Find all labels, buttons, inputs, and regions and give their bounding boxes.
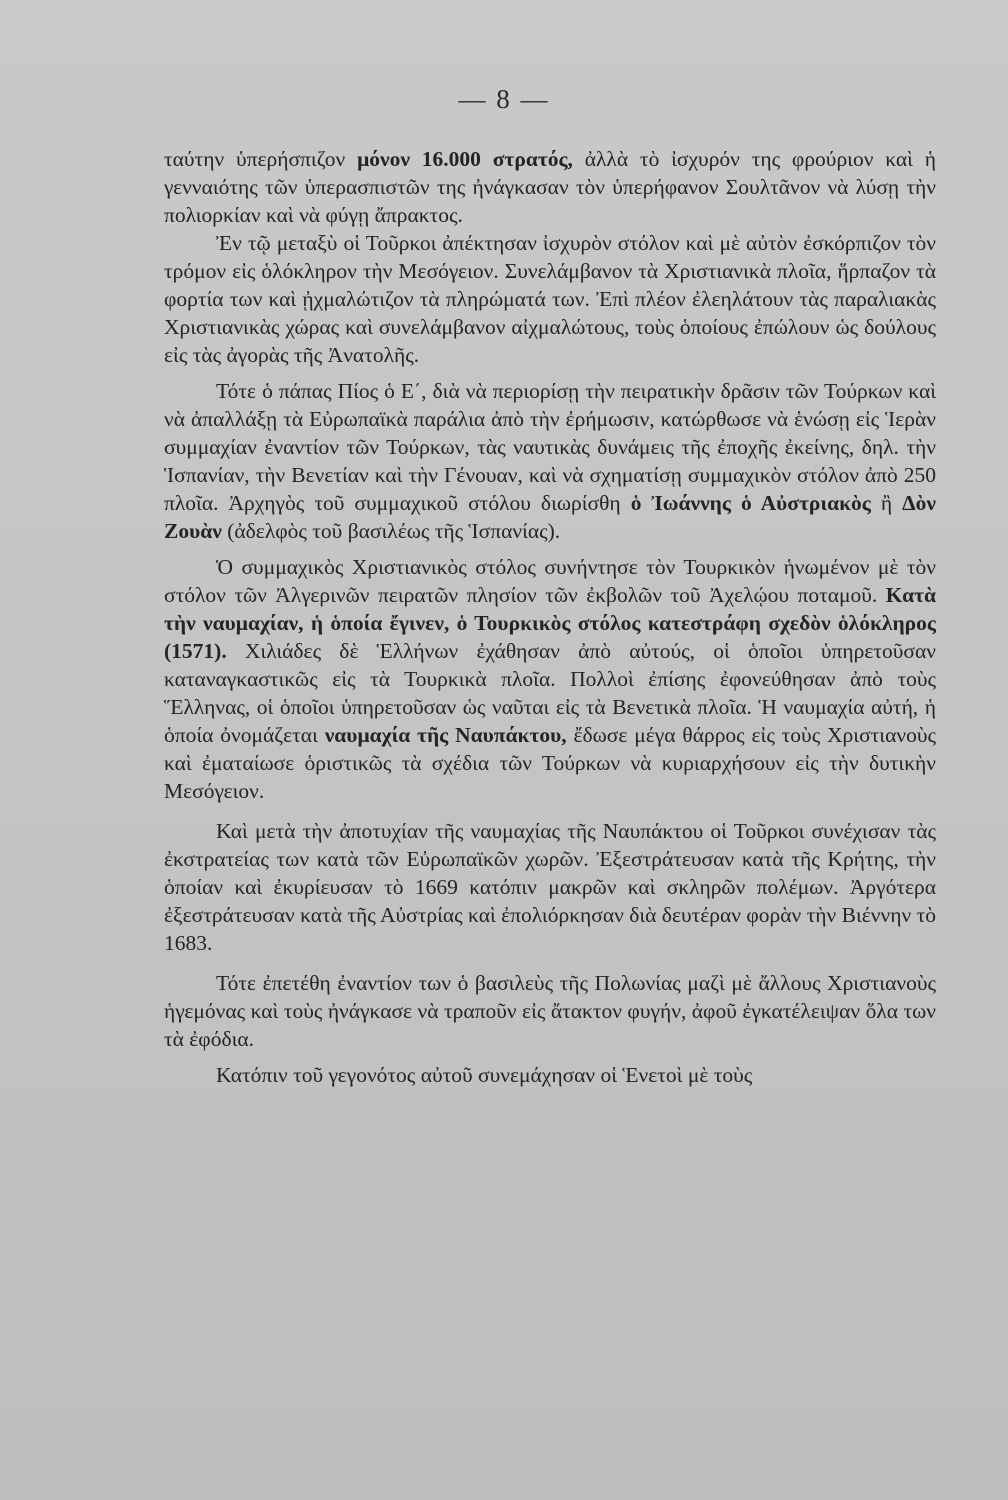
paragraph-4: [164, 553, 936, 805]
text-run: Χιλιάδες δὲ Ἑλλήνων ἐχάθησαν ἀπὸ αὐτούς, οἱ ὁποῖοι ὑπηρετοῦσαν καταναγκαστικῶς εἰς τὰ Τουρκικὰ πλοῖα. Πολλοὶ ἐπίσης ἐφονεύθησαν ἀπὸ τοὺς Ἕλληνας, οἱ ὁποῖοι ὑπηρετοῦσαν ὡς ναῦται εἰς τὰ Βενετικὰ πλοῖα. Ἡ ναυμαχία αὐτή, ἡ ὁποία ὀνομάζεται: [164, 639, 936, 747]
bold-run: Κατὰ τὴν ναυμαχίαν, ἡ ὁποία ἔγινεν, ὁ Τουρκικὸς στόλος κατεστράφη σχεδὸν ὁλόκληρος (1571).: [164, 583, 936, 663]
page-number: — 8 —: [458, 84, 550, 114]
bold-run: Δὸν Ζουὰν: [164, 491, 936, 543]
bold-run: ὁ Ἰωάννης ὁ Αὐστριακὸς: [630, 491, 871, 515]
text-run: Τότε ὁ πάπας Πίος ὁ Ε΄, διὰ νὰ περιορίσῃ τὴν πειρατικὴν δρᾶσιν τῶν Τούρκων καὶ νὰ ἀπαλλάξῃ τὰ Εὐρωπαϊκὰ παράλια ἀπὸ τὴν ἐρήμωσιν, κατώρθωσε νὰ ἑνώσῃ εἰς Ἱερὰν συμμαχίαν ἐναντίον τῶν Τούρκων, τὰς ναυτικὰς δυνάμεις τῆς ἐποχῆς ἐκείνης, δηλ. τὴν Ἱσπανίαν, τὴν Βενετίαν καὶ τὴν Γένουαν, καὶ νὰ σχηματίσῃ συμμαχικὸν στόλον ἀπὸ 250 πλοῖα. Ἀρχηγὸς τοῦ συμμαχικοῦ στόλου διωρίσθη: [164, 379, 936, 515]
paragraph-6: Τότε ἐπετέθη ἐναντίον των ὁ βασιλεὺς τῆς Πολωνίας μαζὶ μὲ ἄλλους Χριστιανοὺς ἡγεμόνας καὶ τοὺς ἠνάγκασε νὰ τραποῦν εἰς ἄτακτον φυγήν, ἀφοῦ ἐγκατέλειψαν ὅλα των τὰ ἐφόδια.: [164, 971, 936, 1051]
body-text: [164, 145, 936, 1089]
bold-run: ναυμαχία τῆς Ναυπάκτου,: [324, 723, 567, 747]
text-run: Ὁ συμμαχικὸς Χριστιανικὸς στόλος συνήντησε τὸν Τουρκικὸν ἡνωμένον μὲ τὸν στόλον τῶν Ἀλγερινῶν πειρατῶν πλησίον τῶν ἐκβολῶν τοῦ Ἀχελῴου ποταμοῦ.: [164, 555, 936, 607]
paragraph-2: Ἐν τῷ μεταξὺ οἱ Τοῦρκοι ἀπέκτησαν ἰσχυρὸν στόλον καὶ μὲ αὐτὸν ἐσκόρπιζον τὸν τρόμον εἰς ὁλόκληρον τὴν Μεσόγειον. Συνελάμβανον τὰ Χριστιανικὰ πλοῖα, ἥρπαζον τὰ φορτία των καὶ ᾐχμαλώτιζον τὰ πληρώματά των. Ἐπὶ πλέον ἐλεηλάτουν τὰς παραλιακὰς Χριστιανικὰς χώρας καὶ συνελάμβανον αἰχμαλώτους, τοὺς ὁποίους ἐπώλουν ὡς δούλους εἰς τὰς ἀγορὰς τῆς Ἀνατολῆς.: [164, 231, 936, 367]
text-run: (ἀδελφὸς τοῦ βασιλέως τῆς Ἱσπανίας).: [221, 519, 561, 543]
bold-run: μόνον 16.000 στρατός,: [357, 147, 573, 171]
paragraph-3: [164, 377, 936, 545]
text-run: ἀλλὰ τὸ ἰσχυρόν της φρούριον καὶ ἡ γενναιότης τῶν ὑπερασπιστῶν της ἠνάγκασαν τὸν ὑπερήφανον Σουλτᾶνον νὰ λύσῃ τὴν πολιορκίαν καὶ νὰ φύγῃ ἄπρακτος.: [164, 147, 936, 227]
paragraph-1: [164, 145, 936, 229]
paragraph-5: Καὶ μετὰ τὴν ἀποτυχίαν τῆς ναυμαχίας τῆς Ναυπάκτου οἱ Τοῦρκοι συνέχισαν τὰς ἐκστρατείας των κατὰ τῶν Εὐρωπαϊκῶν χωρῶν. Ἐξεστράτευσαν κατὰ τῆς Κρήτης, τὴν ὁποίαν καὶ ἐκυρίευσαν τὸ 1669 κατόπιν μακρῶν καὶ σκληρῶν πολέμων. Ἀργότερα ἐξεστράτευσαν κατὰ τῆς Αὐστρίας καὶ ἐπολιόρκησαν διὰ δευτέραν φορὰν τὴν Βιέννην τὸ 1683.: [164, 819, 936, 955]
text-run: ἢ: [870, 491, 903, 515]
paragraph-7: Κατόπιν τοῦ γεγονότος αὐτοῦ συνεμάχησαν οἱ Ἑνετοὶ μὲ τοὺς: [216, 1063, 753, 1087]
text-run: ταύτην ὑπερήσπιζον: [164, 147, 358, 171]
text-run: ἔδωσε μέγα θάρρος εἰς τοὺς Χριστιανοὺς καὶ ἐματαίωσε ὁριστικῶς τὰ σχέδια τῶν Τούρκων νὰ κυριαρχήσουν εἰς τὴν δυτικὴν Μεσόγειον.: [164, 723, 936, 803]
